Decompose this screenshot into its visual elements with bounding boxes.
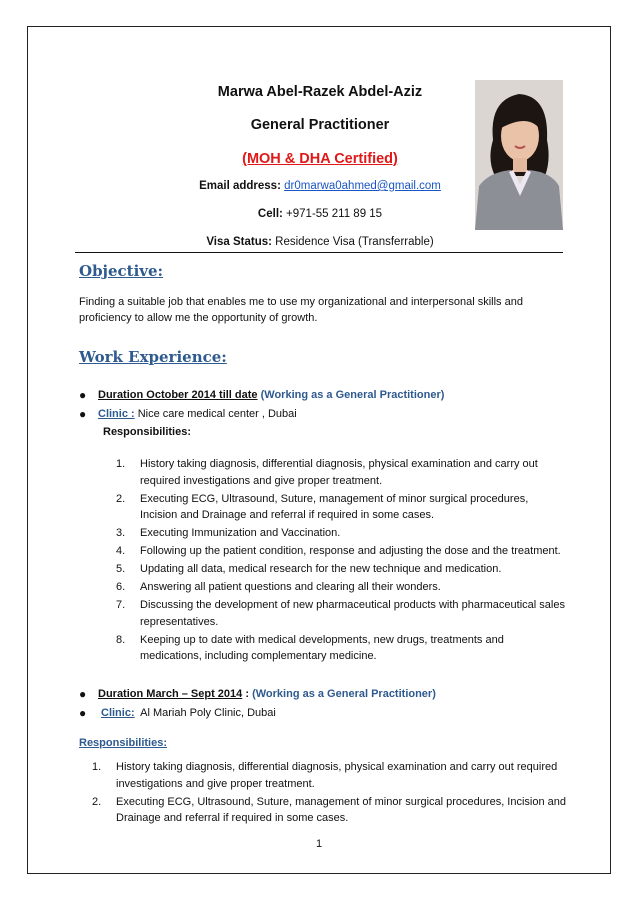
job2-role: (Working as a General Practitioner) [252,688,436,700]
item-text: History taking diagnosis, differential diagnosis, physical examination and carry out required investigations and give proper treatment. [140,458,538,487]
cell-label: Cell: [257,208,283,220]
cell-line [110,208,530,220]
work-experience-heading: Work Experience: [79,348,227,366]
job2-duration: Duration March – Sept 2014 [98,688,243,700]
responsibility-item [92,759,566,792]
certification: (MOH & DHA Certified) [242,151,398,167]
job2-clinic: Al Mariah Poly Clinic, Dubai [140,707,276,719]
responsibility-item [116,456,566,489]
item-text: History taking diagnosis, differential diagnosis, physical examination and carry out required investigations and give proper treatment. [116,761,558,790]
page-number: 1 [315,838,323,850]
email-label: Email address: [199,180,281,192]
item-text: Following up the patient condition, response and adjusting the dose and the treatment. [140,545,561,557]
job1-clinic: Nice care medical center , Dubai [137,408,297,420]
item-number: 2. [92,795,102,808]
responsibility-item [116,579,566,596]
profile-photo [475,80,563,230]
job1-role: (Working as a General Practitioner) [260,389,445,401]
job2-responsibilities-list [92,759,566,828]
job2-clinic-label: Clinic: [101,707,135,719]
objective-text: Finding a suitable job that enables me to use my organizational and interpersonal skills and proficiency to allow me the opportunity of growth. [79,296,523,324]
item-text: Answering all patient questions and clearing all their wonders. [140,581,441,593]
responsibility-item [116,632,566,665]
item-text: Executing ECG, Ultrasound, Suture, management of minor surgical procedures, Incision and Drainage and referral if required in some cases. [116,795,567,824]
job1-duration: Duration October 2014 till date [98,389,258,401]
visa-label: Visa Status: [206,236,272,248]
email-link[interactable]: dr0marwa0ahmed@gmail.com [284,180,441,192]
item-number: 1. [92,761,102,773]
item-number: 8. [116,633,126,646]
candidate-name: Marwa Abel-Razek Abdel-Aziz [217,84,423,100]
item-number: 2. [116,492,126,505]
item-text: Discussing the development of new pharmaceutical products with pharmaceutical sales representatives. [140,599,565,628]
responsibility-item [116,525,566,542]
visa-status: Residence Visa (Transferrable) [275,236,434,248]
job2-responsibilities-label: Responsibilities: [79,737,168,749]
item-number: 7. [116,599,126,611]
item-text: Executing ECG, Ultrasound, Suture, management of minor surgical procedures, Incision and Drainage and referral if required in some cases. [140,492,529,521]
objective-heading: Objective: [79,262,164,280]
item-text: Updating all data, medical research for the new technique and medication. [140,563,502,575]
item-text: Executing Immunization and Vaccination. [140,527,341,539]
job1-responsibilities-label: Responsibilities: [103,426,192,438]
job1-responsibilities-list [116,456,566,666]
item-text: Keeping up to date with medical developments, new drugs, treatments and medications, including complementary medicine. [140,633,504,662]
job-title: General Practitioner [250,117,390,133]
cell-number: +971-55 211 89 15 [286,208,383,220]
job1-clinic-label: Clinic : [98,408,135,420]
item-number: 1. [116,458,126,470]
item-number: 6. [116,581,126,593]
responsibility-item [116,561,566,578]
header-divider [75,252,563,253]
item-number: 5. [116,563,126,575]
visa-line [110,236,530,248]
item-number: 4. [116,545,126,557]
item-number: 3. [116,527,126,539]
job2-colon: : [245,688,250,700]
email-line [110,180,530,192]
responsibility-item [116,491,566,524]
responsibility-item [116,543,566,560]
responsibility-item [92,794,566,827]
responsibility-item [116,597,566,630]
